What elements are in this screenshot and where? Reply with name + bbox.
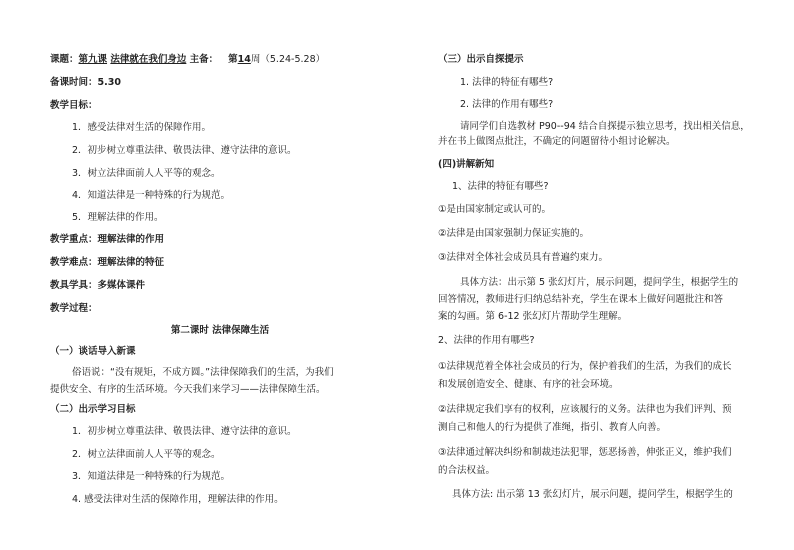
section3-item: 2. 法律的作用有哪些?	[460, 99, 554, 110]
header-label: 课题：	[50, 54, 79, 65]
section3-text: 请同学们自选教材 P90--94 结合自探提示独立思考，找出相关信息，	[460, 121, 750, 132]
section1-title: （一）谈话导入新课	[50, 346, 136, 357]
section2-title: （二）出示学习目标	[50, 404, 136, 415]
section3-item: 1. 法律的特征有哪些?	[460, 77, 554, 88]
method1-text: 回答情况，教师进行归纳总结补充，学生在课本上做好问题批注和答	[438, 294, 724, 305]
question-1: 1、法律的特征有哪些?	[452, 181, 549, 192]
header-main: 主备：	[189, 54, 219, 65]
header-week-prefix: 第	[228, 54, 238, 65]
difficult-point: 教学难点：理解法律的特征	[50, 257, 165, 268]
prep-time: 备课时间：5.30	[50, 77, 121, 88]
q1-answer: ②法律是由国家强制力保证实施的。	[438, 228, 590, 239]
key-point: 教学重点：理解法律的作用	[50, 234, 165, 245]
method1-text: 具体方法：出示第 5 张幻灯片，展示问题，提问学生，根据学生的	[460, 277, 739, 288]
process-title: 教学过程：	[50, 303, 98, 314]
q1-answer: ③法律对全体社会成员具有普遍约束力。	[438, 252, 609, 263]
teaching-tools: 教具学具：多媒体课件	[50, 280, 146, 291]
section1-text: 提供安全、有序的生活环境。今天我们来学习——法律保障生活。	[50, 384, 326, 395]
section3-text: 并在书上做图点批注，不确定的问题留待小组讨论解决。	[438, 136, 676, 147]
section2-item: 2．树立法律面前人人平等的观念。	[72, 449, 221, 460]
section3-title: （三）出示自探提示	[438, 54, 524, 65]
q2-answer: 的合法权益。	[438, 465, 496, 476]
section4-title: (四)讲解新知	[438, 159, 495, 170]
section1-text: 俗语说：“没有规矩，不成方圆。”法律保障我们的生活，为我们	[72, 367, 334, 378]
goal-item: 2．初步树立尊重法律、敬畏法律、遵守法律的意识。	[72, 145, 297, 156]
method1-text: 案的勾画。第 6-12 张幻灯片帮助学生理解。	[438, 311, 628, 322]
question-2: 2、法律的作用有哪些?	[438, 335, 535, 346]
goal-item: 5．理解法律的作用。	[72, 212, 164, 223]
lesson-header	[50, 53, 325, 66]
method2-text: 具体方法: 出示第 13 张幻灯片，展示问题，提问学生，根据学生的	[452, 489, 733, 500]
section2-item: 3．知道法律是一种特殊的行为规范。	[72, 471, 231, 482]
q1-answer: ①是由国家制定或认可的。	[438, 204, 552, 215]
section2-item: 4. 感受法律对生活的保障作用，理解法律的作用。	[72, 494, 284, 505]
goal-item: 3．树立法律面前人人平等的观念。	[72, 168, 221, 179]
q2-answer: ③法律通过解决纠纷和制裁违法犯罪，惩恶扬善，伸张正义，维护我们	[438, 447, 732, 458]
q2-answer: 测自己和他人的行为提供了准绳，指引、教育人向善。	[438, 422, 667, 433]
goal-item: 1．感受法律对生活的保障作用。	[72, 122, 212, 133]
header-title: 法律就在我们身边	[110, 54, 187, 65]
lesson2-title: 第二课时 法律保障生活	[170, 325, 270, 336]
goals-title: 教学目标：	[50, 100, 98, 111]
goal-item: 4．知道法律是一种特殊的行为规范。	[72, 190, 231, 201]
header-week: 14	[237, 54, 251, 65]
section2-item: 1．初步树立尊重法律、敬畏法律、遵守法律的意识。	[72, 426, 297, 437]
header-week-suffix: 周（5.24-5.28）	[250, 54, 326, 65]
q2-answer: ①法律规范着全体社会成员的行为，保护着我们的生活，为我们的成长	[438, 361, 732, 372]
q2-answer: 和发展创造安全、健康、有序的社会环境。	[438, 379, 619, 390]
q2-answer: ②法律规定我们享有的权利，应该履行的义务。法律也为我们评判、预	[438, 404, 732, 415]
header-lesson: 第九课	[78, 54, 108, 65]
